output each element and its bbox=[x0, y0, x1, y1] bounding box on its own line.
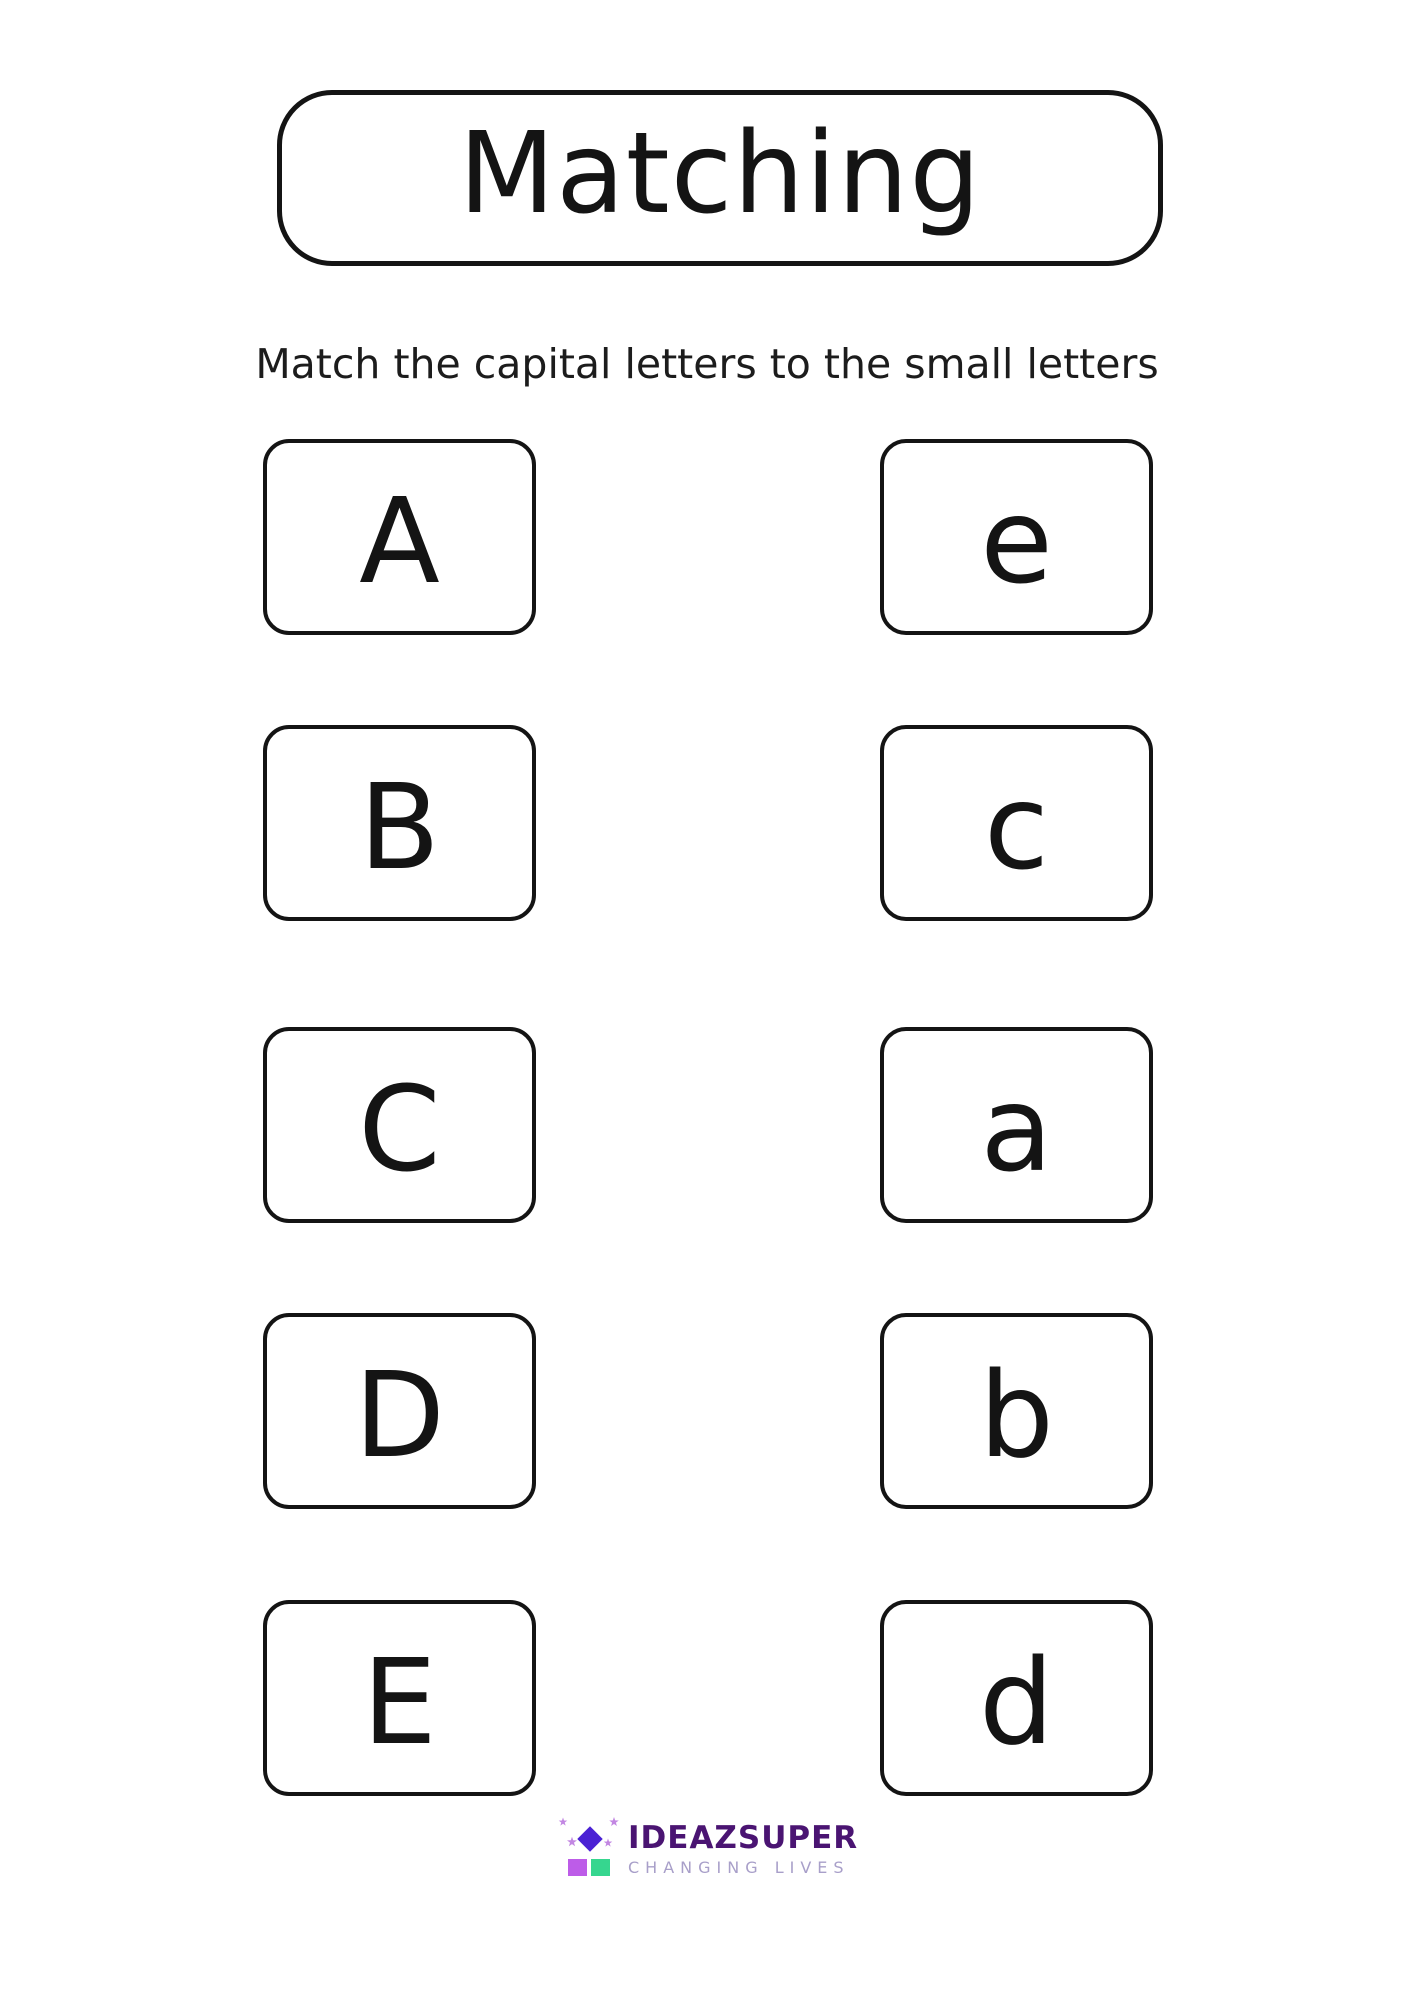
small-card-3[interactable] bbox=[880, 1027, 1153, 1223]
capital-card-3[interactable] bbox=[263, 1027, 536, 1223]
logo-text bbox=[628, 1812, 858, 1876]
small-card-4[interactable] bbox=[880, 1313, 1153, 1509]
small-card-2[interactable] bbox=[880, 725, 1153, 921]
brand-tagline: CHANGING LIVES bbox=[628, 1858, 850, 1877]
brand-logo bbox=[554, 1812, 858, 1878]
capital-card-4[interactable] bbox=[263, 1313, 536, 1509]
purple-square-icon bbox=[568, 1859, 587, 1876]
capital-letter: C bbox=[358, 1060, 441, 1198]
capital-card-1[interactable] bbox=[263, 439, 536, 635]
small-letter: e bbox=[980, 472, 1053, 610]
star-icon bbox=[559, 1818, 568, 1826]
small-card-5[interactable] bbox=[880, 1600, 1153, 1796]
small-letter: d bbox=[979, 1633, 1054, 1771]
capital-card-5[interactable] bbox=[263, 1600, 536, 1796]
small-letter: b bbox=[979, 1346, 1054, 1484]
logo-icon bbox=[554, 1812, 620, 1878]
brand-name: IDEAZSUPER bbox=[628, 1820, 859, 1856]
star-icon bbox=[609, 1817, 619, 1826]
green-square-icon bbox=[591, 1859, 610, 1876]
diamond-icon bbox=[577, 1826, 602, 1851]
capital-letter: D bbox=[354, 1346, 445, 1484]
small-letter: c bbox=[984, 758, 1049, 896]
star-icon bbox=[567, 1837, 577, 1847]
capital-letter: B bbox=[359, 758, 440, 896]
capital-card-2[interactable] bbox=[263, 725, 536, 921]
small-card-1[interactable] bbox=[880, 439, 1153, 635]
title-box bbox=[277, 90, 1163, 266]
capital-letter: E bbox=[362, 1633, 437, 1771]
capital-letter: A bbox=[359, 472, 440, 610]
small-letter: a bbox=[980, 1060, 1053, 1198]
star-icon bbox=[604, 1839, 613, 1847]
page-title: Matching bbox=[458, 109, 982, 239]
instruction-text: Match the capital letters to the small letters bbox=[255, 340, 1159, 388]
